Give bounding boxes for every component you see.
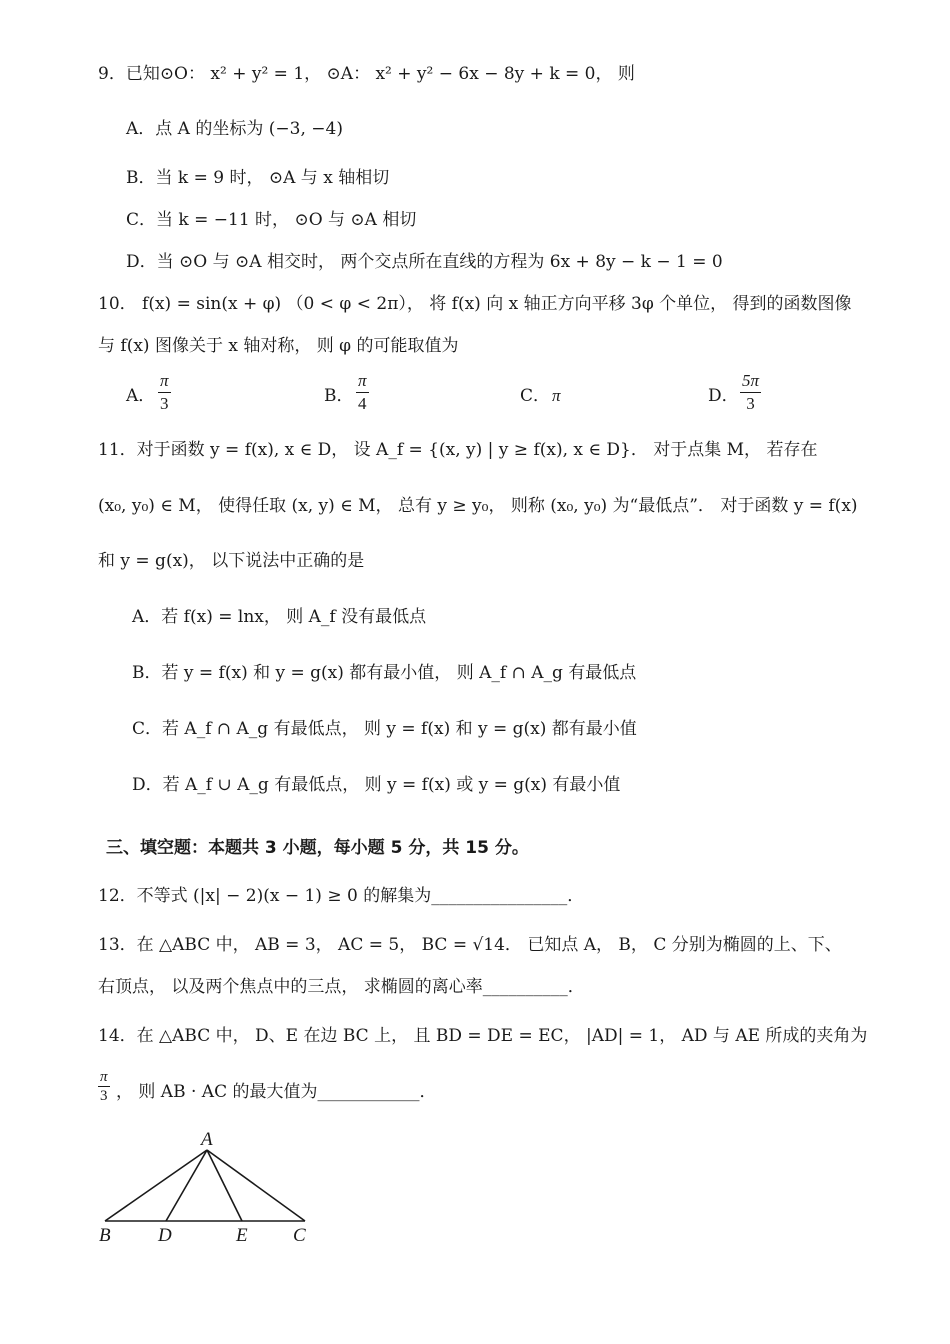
side-ab <box>105 1150 207 1221</box>
q9-option-b: B．当 k = 9 时， ⊙A 与 x 轴相切 <box>126 168 390 188</box>
q14-fraction-num: π <box>100 1069 108 1085</box>
q10-option-d-den: 3 <box>746 394 755 413</box>
q10-option-b-num: π <box>356 370 369 393</box>
q9-stem: 9．已知⊙O： x² + y² = 1， ⊙A： x² + y² − 6x − 8y + k = 0， 则 <box>98 64 635 84</box>
q14-line2: ， 则 AB · AC 的最大值为____________． <box>116 1082 437 1102</box>
side-ac <box>207 1150 305 1221</box>
q11-option-b: B．若 y = f(x) 和 y = g(x) 都有最小值， 则 A_f ∩ A_g 有最低点 <box>132 663 637 683</box>
label-b: B <box>99 1225 111 1246</box>
q11-line3: 和 y = g(x)， 以下说法中正确的是 <box>98 551 365 571</box>
q10-option-d-fraction <box>740 370 761 415</box>
q9-option-a: A．点 A 的坐标为 (−3, −4) <box>126 119 343 139</box>
q10-line1: 10． f(x) = sin(x + φ) （0 < φ < 2π）， 将 f(x) 向 x 轴正方向平移 3φ 个单位， 得到的函数图像 <box>98 294 852 314</box>
q10-option-d-num: 5π <box>740 370 761 393</box>
q9-option-c: C．当 k = −11 时， ⊙O 与 ⊙A 相切 <box>126 210 417 230</box>
label-c: C <box>293 1225 306 1246</box>
q10-option-b-fraction <box>356 370 369 415</box>
q10-option-a-label: A． <box>126 386 156 406</box>
label-e: E <box>236 1225 248 1246</box>
q10-line2: 与 f(x) 图像关于 x 轴对称， 则 φ 的可能取值为 <box>98 336 459 356</box>
q14-line1: 14．在 △ABC 中， D、E 在边 BC 上， 且 BD = DE = EC， |AD| = 1， AD 与 AE 所成的夹角为 <box>98 1026 868 1046</box>
q13-line2: 右顶点， 以及两个焦点中的三点， 求椭圆的离心率__________． <box>98 977 585 997</box>
segment-ae <box>207 1150 242 1221</box>
segment-ad <box>166 1150 207 1221</box>
section3-heading: 三、填空题：本题共 3 小题，每小题 5 分，共 15 分。 <box>106 838 529 858</box>
q14-fraction <box>98 1068 110 1105</box>
q11-line1: 11．对于函数 y = f(x), x ∈ D， 设 A_f = {(x, y) | y ≥ f(x), x ∈ D}． 对于点集 M， 若存在 <box>98 440 818 460</box>
q12-text: 12．不等式 (|x| − 2)(x − 1) ≥ 0 的解集为________________． <box>98 886 585 906</box>
label-d: D <box>158 1225 172 1246</box>
q11-line2: (x₀, y₀) ∈ M， 使得任取 (x, y) ∈ M， 总有 y ≥ y₀， 则称 (x₀, y₀) 为“最低点”． 对于函数 y = f(x) <box>98 496 858 516</box>
q10-option-a-fraction <box>158 370 171 415</box>
q10-option-a-den: 3 <box>160 394 169 413</box>
q10-option-b-label: B． <box>324 386 354 406</box>
label-a: A <box>201 1129 213 1150</box>
q10-option-a-num: π <box>158 370 171 393</box>
q10-option-b-den: 4 <box>358 394 367 413</box>
q11-option-a: A．若 f(x) = lnx， 则 A_f 没有最低点 <box>132 607 427 627</box>
q10-option-c-value: π <box>552 386 561 405</box>
q10-option-d-label: D． <box>708 386 739 406</box>
q11-option-c: C．若 A_f ∩ A_g 有最低点， 则 y = f(x) 和 y = g(x) 都有最小值 <box>132 719 637 739</box>
q11-option-d: D．若 A_f ∪ A_g 有最低点， 则 y = f(x) 或 y = g(x) 有最小值 <box>132 775 621 795</box>
q14-fraction-den: 3 <box>100 1088 108 1104</box>
q13-line1: 13．在 △ABC 中， AB = 3， AC = 5， BC = √14． 已知点 A， B， C 分别为椭圆的上、下、 <box>98 935 842 955</box>
triangle-figure <box>90 1124 350 1254</box>
q9-option-d: D．当 ⊙O 与 ⊙A 相交时， 两个交点所在直线的方程为 6x + 8y − k − 1 = 0 <box>126 252 723 272</box>
q10-option-c-label: C． <box>520 386 551 406</box>
